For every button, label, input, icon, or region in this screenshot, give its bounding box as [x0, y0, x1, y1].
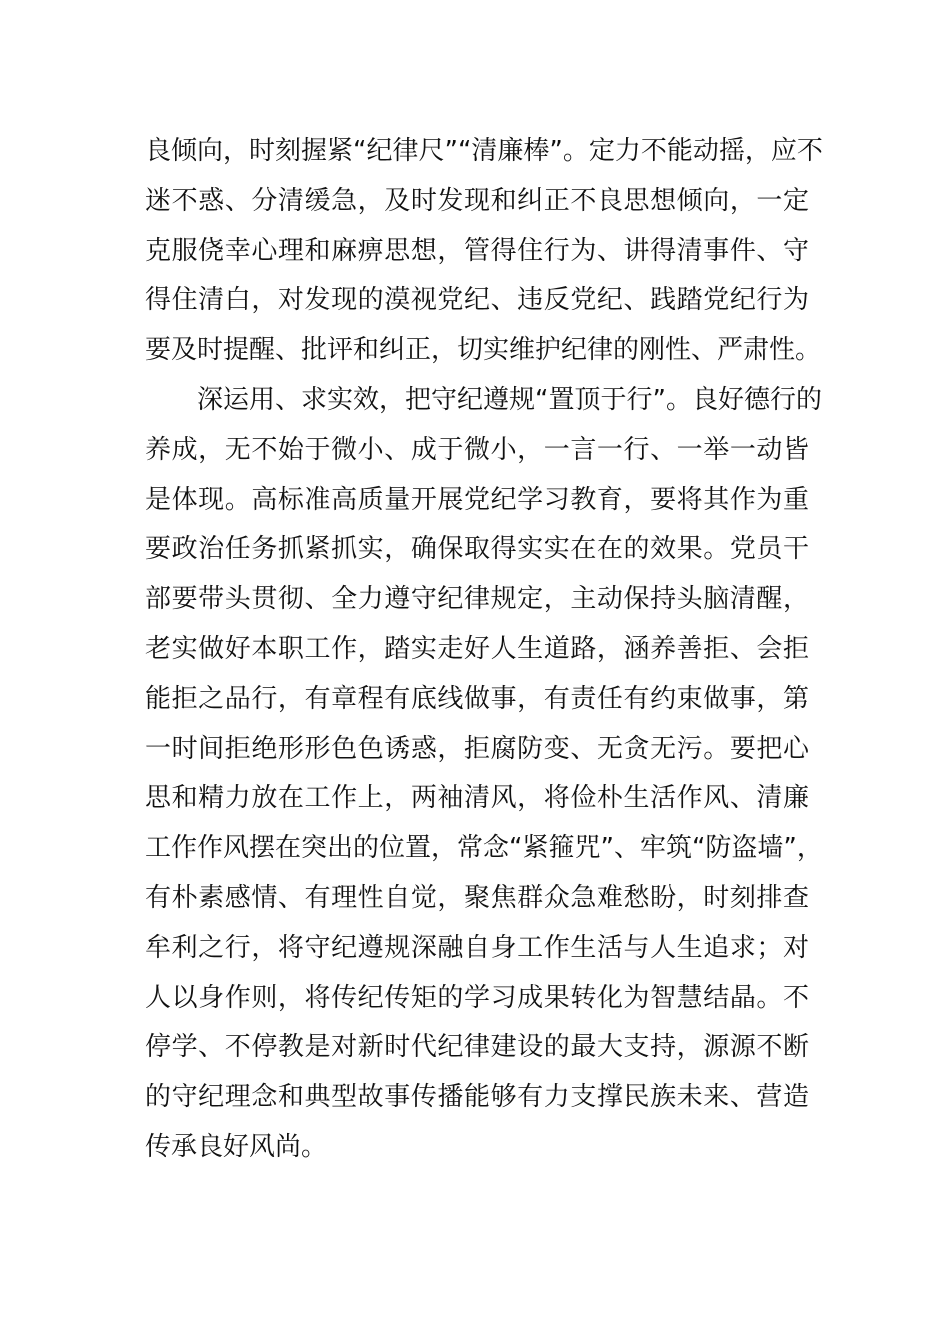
text-line: 养成，无不始于微小、成于微小，一言一行、一举一动皆 — [145, 434, 809, 465]
text-line: 的守纪理念和典型故事传播能够有力支撑民族未来、营造 — [145, 1082, 809, 1113]
text-line: 要及时提醒、批评和纠正，切实维护纪律的刚性、严肃性。 — [145, 335, 822, 366]
text-line: 工作作风摆在突出的位置，常念“紧箍咒”、牢筑“防盗墙”， — [145, 833, 823, 864]
text-line: 老实做好本职工作，踏实走好人生道路，涵养善拒、会拒 — [145, 633, 809, 664]
text-line: 牟利之行，将守纪遵规深融自身工作生活与人生追求；对 — [145, 932, 809, 963]
text-line: 良倾向，时刻握紧“纪律尺”“清廉棒”。定力不能动摇，应不 — [145, 136, 823, 166]
text-line: 要政治任务抓紧抓实，确保取得实实在在的效果。党员干 — [145, 534, 809, 565]
text-line: 是体现。高标准高质量开展党纪学习教育，要将其作为重 — [145, 484, 809, 515]
text-line: 部要带头贯彻、全力遵守纪律规定，主动保持头脑清醒， — [145, 584, 809, 615]
text-line: 克服侥幸心理和麻痹思想，管得住行为、讲得清事件、守 — [145, 235, 809, 266]
text-line: 思和精力放在工作上，两袖清风，将俭朴生活作风、清廉 — [145, 783, 809, 814]
text-line: 人以身作则，将传纪传矩的学习成果转化为智慧结晶。不 — [145, 982, 809, 1013]
text-line: 一时间拒绝形形色色诱惑，拒腐防变、无贪无污。要把心 — [145, 733, 809, 764]
body-text — [145, 127, 823, 1173]
text-line: 传承良好风尚。 — [145, 1131, 328, 1162]
paragraph-start-line: 深运用、求实效，把守纪遵规“置顶于行”。良好德行的 — [197, 384, 822, 415]
text-line: 能拒之品行，有章程有底线做事，有责任有约束做事，第 — [145, 683, 809, 714]
text-line: 有朴素感情、有理性自觉，聚焦群众急难愁盼，时刻排查 — [145, 882, 809, 913]
text-line: 停学、不停教是对新时代纪律建设的最大支持，源源不断 — [145, 1032, 809, 1063]
text-line: 得住清白，对发现的漠视党纪、违反党纪、践踏党纪行为 — [145, 285, 809, 316]
text-line: 迷不惑、分清缓急，及时发现和纠正不良思想倾向，一定 — [145, 185, 809, 216]
